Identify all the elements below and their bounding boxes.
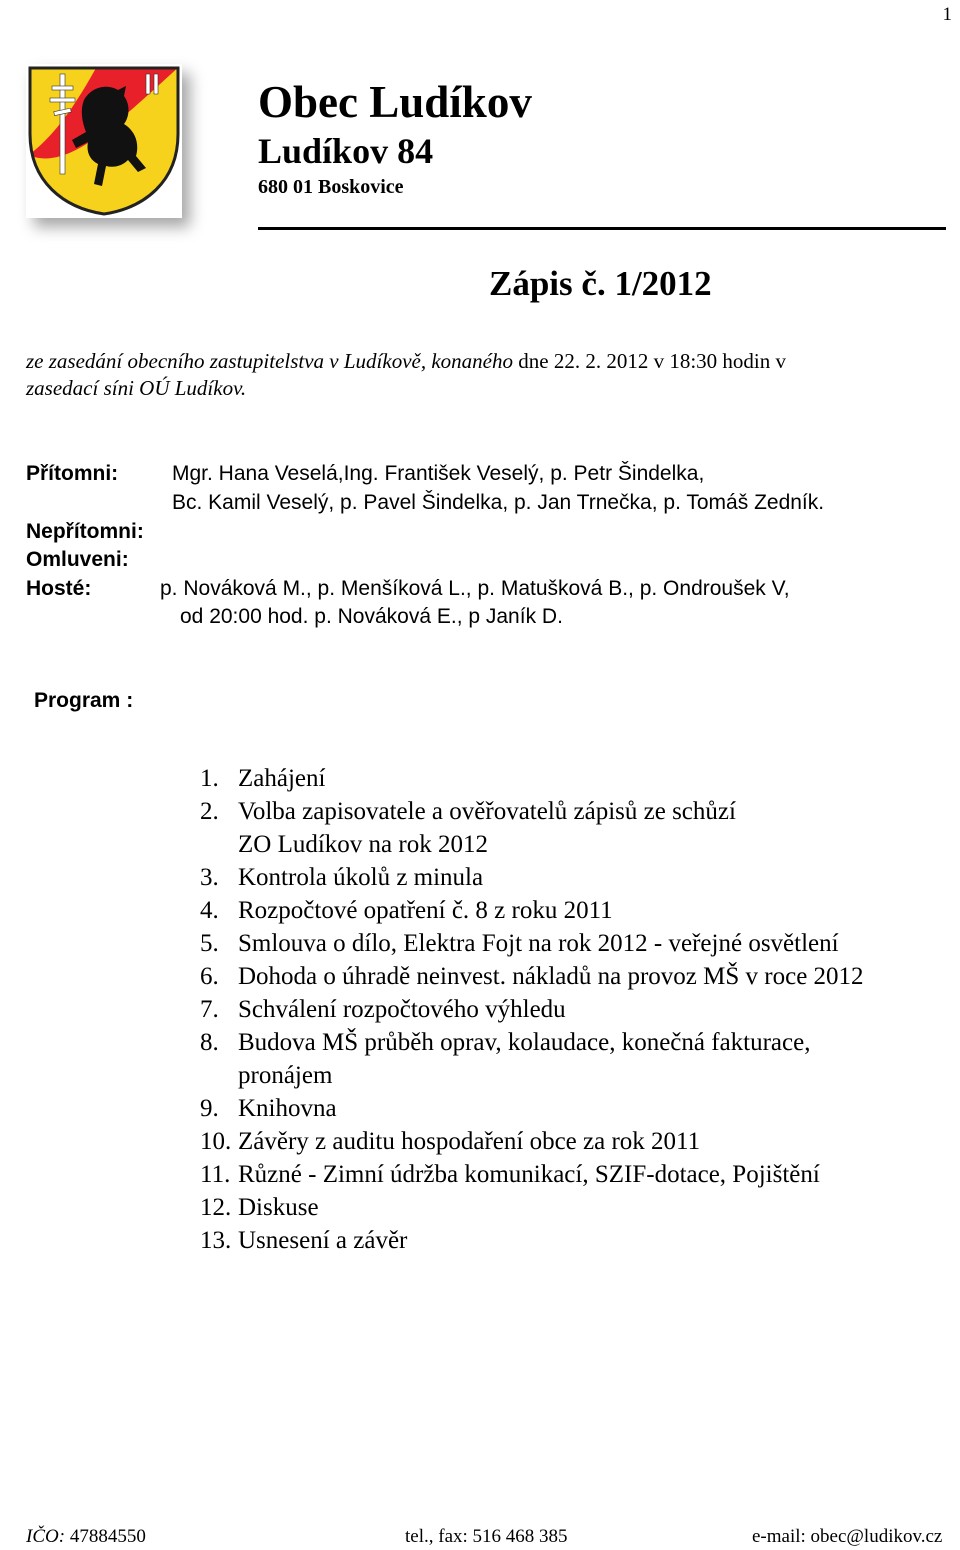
- agenda-item-number: 5.: [200, 930, 219, 957]
- agenda-item-text: [238, 927, 839, 960]
- agenda-item: [200, 762, 864, 795]
- agenda-list: [200, 762, 864, 1257]
- intro-italic: ze zasedání obecního zastupitelstva v Ludíkově, konaného: [26, 349, 513, 373]
- agenda-item-text: [238, 1158, 820, 1191]
- intro-normal: dne 22. 2. 2012 v 18:30 hodin v: [513, 349, 786, 373]
- agenda-item-number: 1.: [200, 765, 219, 792]
- agenda-item-number: 9.: [200, 1095, 219, 1122]
- agenda-item-line: Schválení rozpočtového výhledu: [238, 996, 566, 1023]
- agenda-item-number: 2.: [200, 798, 219, 825]
- page-number: 1: [942, 4, 952, 25]
- agenda-item-line: Usnesení a závěr: [238, 1227, 408, 1254]
- present-names-line-2: Bc. Kamil Veselý, p. Pavel Šindelka, p. Jan Trnečka, p. Tomáš Zedník.: [172, 491, 825, 514]
- agenda-item-text: [238, 1191, 319, 1224]
- agenda-item-text: [238, 1224, 407, 1257]
- agenda-item-line: Zahájení: [238, 765, 326, 792]
- agenda-item-line: ZO Ludíkov na rok 2012: [238, 831, 488, 858]
- agenda-item-text: [238, 1026, 810, 1092]
- agenda-item-number: 8.: [200, 1029, 219, 1056]
- agenda-item-line: Volba zapisovatele a ověřovatelů zápisů ze schůzí: [238, 798, 736, 825]
- agenda-item: [200, 1125, 864, 1158]
- footer-ico-value: 47884550: [65, 1526, 146, 1547]
- footer-tel: tel., fax: 516 468 385: [405, 1526, 568, 1547]
- agenda-item-line: Smlouva o dílo, Elektra Fojt na rok 2012 - veřejné osvětlení: [238, 930, 839, 957]
- agenda-item: [200, 795, 864, 861]
- excused-label: Omluveni:: [26, 548, 129, 571]
- agenda-item-number: 4.: [200, 897, 219, 924]
- document-title: Zápis č. 1/2012: [489, 264, 712, 303]
- present-label: Přítomni:: [26, 462, 119, 485]
- agenda-item-number: 3.: [200, 864, 219, 891]
- agenda-item-line: Budova MŠ průběh oprav, kolaudace, konečná fakturace,: [238, 1029, 811, 1056]
- agenda-item-number: 10.: [200, 1128, 232, 1155]
- agenda-item-text: [238, 1125, 700, 1158]
- agenda-item: [200, 861, 864, 894]
- present-names-line-1: Mgr. Hana Veselá,Ing. František Veselý, p. Petr Šindelka,: [172, 462, 705, 485]
- org-city: 680 01 Boskovice: [258, 176, 404, 198]
- agenda-item-number: 7.: [200, 996, 219, 1023]
- agenda-item-line: pronájem: [238, 1062, 333, 1089]
- agenda-item-number: 12.: [200, 1194, 232, 1221]
- agenda-item: [200, 1224, 864, 1257]
- agenda-item-text: [238, 762, 325, 795]
- agenda-item-text: [238, 1092, 337, 1125]
- guests-names-line-1: p. Nováková M., p. Menšíková L., p. Matušková B., p. Ondroušek V,: [160, 577, 790, 600]
- agenda-item-text: [238, 861, 483, 894]
- agenda-item-text: [238, 894, 613, 927]
- agenda-item-line: Kontrola úkolů z minula: [238, 864, 484, 891]
- agenda-item-line: Závěry z auditu hospodaření obce za rok 2011: [238, 1128, 701, 1155]
- guests-names-line-2: od 20:00 hod. p. Nováková E., p Janík D.: [180, 605, 563, 628]
- agenda-item-number: 13.: [200, 1227, 232, 1254]
- agenda-item-line: Dohoda o úhradě neinvest. nákladů na provoz MŠ v roce 2012: [238, 963, 864, 990]
- intro-line-2: zasedací síni OÚ Ludíkov.: [26, 376, 247, 400]
- header-divider: [258, 227, 946, 230]
- agenda-item-line: Rozpočtové opatření č. 8 z roku 2011: [238, 897, 613, 924]
- agenda-item: [200, 993, 864, 1026]
- footer-email: e-mail: obec@ludikov.cz: [752, 1526, 943, 1547]
- absent-label: Nepřítomni:: [26, 520, 144, 543]
- agenda-item-number: 6.: [200, 963, 219, 990]
- agenda-item-text: [238, 960, 864, 993]
- agenda-item: [200, 1191, 864, 1224]
- footer-ico: [26, 1526, 146, 1548]
- agenda-item: [200, 1092, 864, 1125]
- agenda-item: [200, 1158, 864, 1191]
- agenda-item: [200, 894, 864, 927]
- org-street: Ludíkov 84: [258, 131, 434, 171]
- agenda-item: [200, 960, 864, 993]
- footer-ico-label: IČO:: [26, 1526, 66, 1547]
- intro-line-1: [26, 349, 936, 374]
- agenda-item-text: [238, 993, 566, 1026]
- agenda-item-text: [238, 795, 736, 861]
- agenda-item-line: Knihovna: [238, 1095, 337, 1122]
- coat-of-arms-icon: [26, 64, 182, 218]
- agenda-item: [200, 1026, 864, 1092]
- program-label: Program :: [34, 689, 134, 712]
- org-name: Obec Ludíkov: [258, 77, 532, 127]
- agenda-item: [200, 927, 864, 960]
- guests-label: Hosté:: [26, 577, 92, 600]
- agenda-item-line: Různé - Zimní údržba komunikací, SZIF-dotace, Pojištění: [238, 1161, 820, 1188]
- agenda-item-line: Diskuse: [238, 1194, 319, 1221]
- agenda-item-number: 11.: [200, 1161, 231, 1188]
